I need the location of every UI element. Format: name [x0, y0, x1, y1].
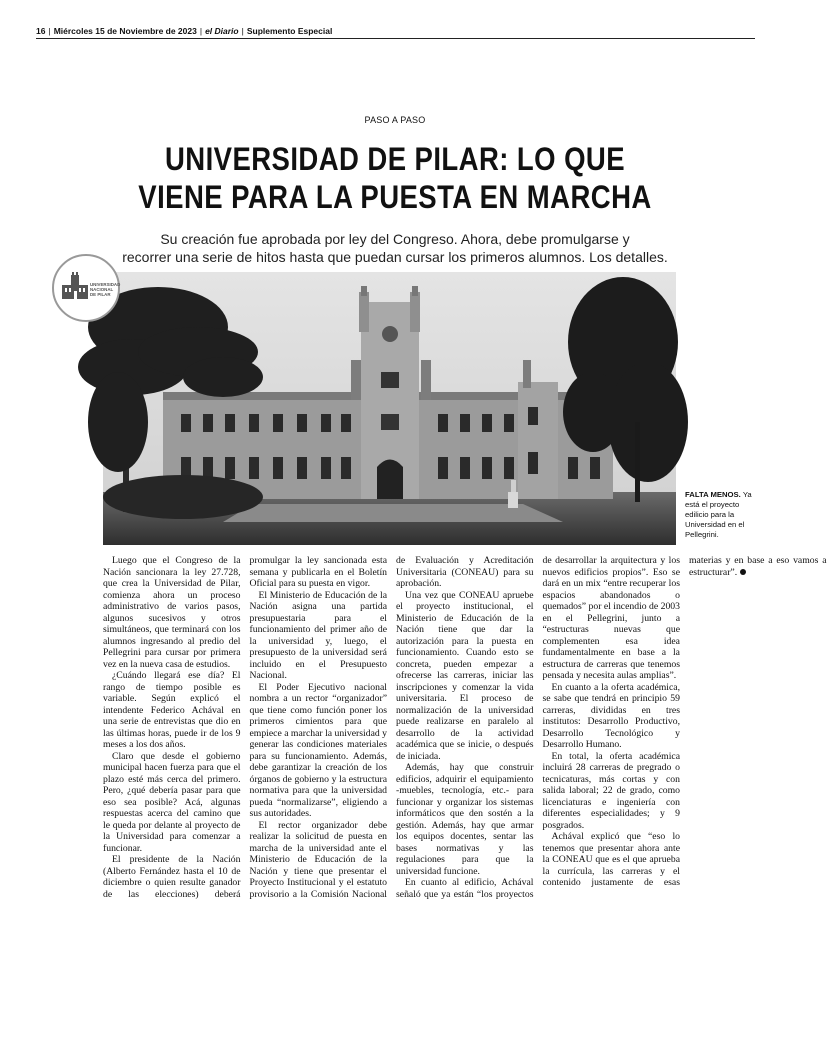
photo-caption: [685, 490, 763, 540]
body-paragraph: En cuanto a la oferta académica, se sabe que tendrá en principio 59 carreras, divididas en tres institutos: Desarrollo Productivo, Desarrollo Tecnológico y Desarrollo Humano.: [542, 681, 680, 750]
kicker: PASO A PASO: [364, 115, 426, 125]
issue-date: Miércoles 15 de Noviembre de 2023: [53, 26, 197, 36]
headline: [107, 140, 683, 216]
body-paragraph: Claro que desde el gobierno municipal hacen fuerza para que el plazo esté más cerca del primero. Pero, ¿qué debería pasar para que eso sea posible? Acá, algunas respuestas acerca del camino que le queda por delante al proyecto de la Universidad para comenzar a funcionar.: [103, 750, 241, 854]
body-paragraph: En cuanto al edificio, Achával señaló que ya están “los proyectos de desarrollar la arquitectura y los nuevos edificios propios”. Eso se dará en un mix “entre recuperar los espacios abandonados o quemados” por el incendio de 2003 en el Pellegrini, junto a “estructuras nuevas que complementen esa idea fundamentalmente en base a la estructura de carreras que tenemos pensada y necesita aulas amplias”.: [396, 555, 680, 900]
body-paragraph: Luego que el Congreso de la Nación sancionara la ley 27.728, que crea la Universidad de Pilar, comienza ahora un proceso administrativo de varios pasos, algunos sucesivos y otros simultáneos, que terminará con los alumnos ingresando al predio del Pellegrini para cursar por primera vez en la nueva casa de estudios.: [103, 555, 241, 670]
body-paragraph: El rector organizador debe realizar la solicitud de puesta en marcha de la universidad ante el Ministerio de Educación de la Nación y tiene que presentar el Proyecto Institucional y el estatuto provisorio a la Comisión Nacional de Evaluación y Acreditación Universitaria (CONEAU) para su aprobación.: [249, 555, 534, 900]
deck-line-1: Su creación fue aprobada por ley del Congreso. Ahora, debe promulgarse y: [160, 231, 630, 247]
page-number: 16: [36, 26, 46, 36]
body-paragraph: ¿Cuándo llegará ese día? El rango de tiempo posible es variable. Según explicó el intendente Federico Achával en una serie de entrevistas que dio en las últimas horas, puede ir de los 9 meses a los dos años.: [103, 670, 241, 750]
deck-line-2: recorrer una serie de hitos hasta que puedan cursar los primeros alumnos. Los detalles.: [122, 249, 668, 265]
page-folio: 16 | Miércoles 15 de Noviembre de 2023 | el Diario | Suplemento Especial: [36, 26, 755, 39]
university-building-image: [103, 272, 676, 545]
body-paragraph: En total, la oferta académica incluirá 28 carreras de pregrado o tecnicaturas, más cortas y con salida laboral; 22 de grado, como licenciaturas e ingeniería con diferentes especialidades; y 9 posgrados.: [542, 750, 680, 831]
svg-text:DE PILAR: DE PILAR: [90, 292, 111, 297]
body-paragraph: El Ministerio de Educación de la Nación asigna una partida presupuestaria para el funcionamiento del primer año de la universidad y, luego, el presupuesto de la universidad será incluido en el Presupuesto Nacional.: [249, 589, 387, 681]
svg-text:UNIVERSIDAD: UNIVERSIDAD: [90, 282, 121, 287]
body-paragraph: Además, hay que construir edificios, adquirir el equipamiento -muebles, tecnología, etc.- para funcionar y organizar los sistemas informáticos que den sostén a la gestión. Además, hay que armar los equipos docentes, sentar las bases normativas y las regulaciones para que la universidad funcione.: [396, 762, 534, 877]
publication-name: el Diario: [205, 26, 239, 36]
body-paragraph-text: Achával explicó que “eso lo tenemos que presentar ahora ante la CONEAU que es el que aprueba la currícula, las carreras y el contenido justamente de esas materias y en base a eso vamos a estructurar”.: [542, 555, 827, 888]
body-paragraph: Una vez que CONEAU apruebe el proyecto institucional, el Ministerio de Educación de la Nación tiene que dar la autorización para la puesta en funcionamiento. Cuando esto se concreta, pueden empezar a ofrecerse las carreras, iniciar las inscripciones y comenzar la vida universitaria. El proceso de normalización de la universidad puede realizarse en paralelo al desarrollo de la actividad académica que se inicie, o después de iniciada.: [396, 589, 534, 762]
headline-line-2: VIENE PARA LA PUESTA EN MARCHA: [138, 179, 652, 215]
deck: [120, 230, 670, 266]
section-name: Suplemento Especial: [246, 26, 333, 36]
body-paragraph: El presidente de la Nación (Alberto Fernández hasta el 10 de diciembre o quien resulte ganador de las elecciones) deberá promulgar la ley sancionada esta semana y publicarla en el Boletín Oficial para su puesta en vigor.: [103, 555, 387, 900]
body-paragraph: El Poder Ejecutivo nacional nombra a un rector “organizador” que tiene como función poner los primeros cimientos para que empiece a marchar la universidad y generar las condiciones materiales para su funcionamiento. Además, debe garantizar la creación de los órganos de gobierno y la estructura normativa para que la universidad pueda “normalizarse”, eligiendo a sus autoridades.: [249, 681, 387, 819]
university-logo: [52, 254, 120, 322]
campus-photo: [103, 272, 676, 545]
caption-text: Ya está el proyecto edilicio para la Universidad en el Pellegrini.: [685, 490, 752, 539]
caption-lead: FALTA MENOS.: [685, 490, 741, 499]
end-of-article-icon: [740, 569, 746, 575]
headline-line-1: UNIVERSIDAD DE PILAR: LO QUE: [164, 141, 626, 177]
building-logo-icon: [60, 271, 121, 303]
article-body: [103, 555, 827, 905]
svg-text:NACIONAL: NACIONAL: [90, 287, 114, 292]
